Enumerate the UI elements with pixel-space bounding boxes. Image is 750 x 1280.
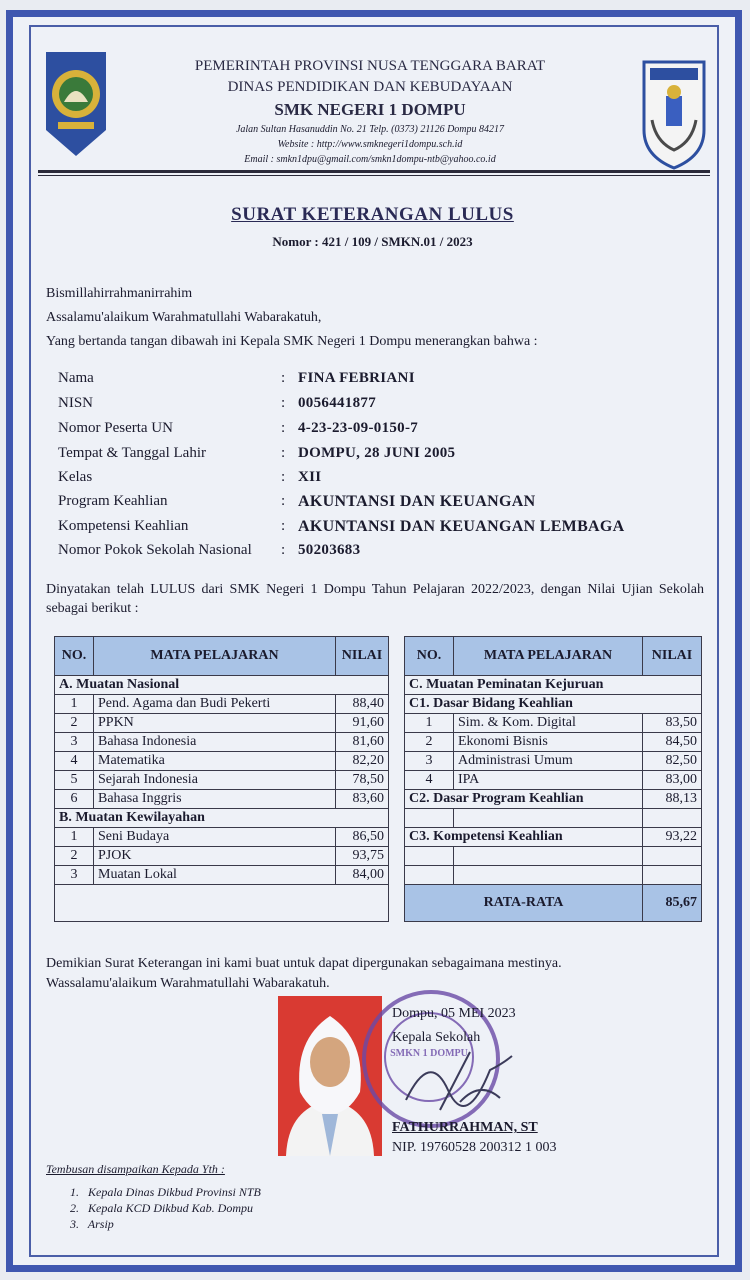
- row-score: 83,00: [643, 771, 702, 790]
- row-subject: Sejarah Indonesia: [94, 771, 336, 790]
- section-a-heading: A. Muatan Nasional: [55, 676, 389, 695]
- row-no: 2: [55, 714, 94, 733]
- row-no: 4: [55, 752, 94, 771]
- identity-label: Nomor Peserta UN: [58, 420, 173, 436]
- row-no: 3: [55, 866, 94, 885]
- row-subject: PJOK: [94, 847, 336, 866]
- table-row: [55, 828, 389, 847]
- opening-salam: Assalamu'alaikum Warahmatullahi Wabarakatuh,: [46, 310, 322, 325]
- col-header-no: NO.: [405, 637, 454, 676]
- identity-value: XII: [298, 469, 322, 485]
- row-subject: Pend. Agama dan Budi Pekerti: [94, 695, 336, 714]
- identity-label: NISN: [58, 395, 94, 411]
- row-subject: Ekonomi Bisnis: [454, 733, 643, 752]
- identity-label: Nama: [58, 370, 94, 386]
- letterhead-rule-thick: [38, 170, 710, 173]
- table-row: [55, 866, 389, 885]
- empty-row: [55, 885, 389, 922]
- closing-statement: Demikian Surat Keterangan ini kami buat untuk dapat dipergunakan sebagaimana mestinya.: [46, 956, 562, 971]
- row-subject: Administrasi Umum: [454, 752, 643, 771]
- row-score: 88,40: [336, 695, 389, 714]
- table-row: [55, 790, 389, 809]
- section-c-heading: C. Muatan Peminatan Kejuruan: [405, 676, 702, 695]
- graduation-statement: Dinyatakan telah LULUS dari SMK Negeri 1 Dompu Tahun Pelajaran 2022/2023, dengan Nilai Ujian Sekolah sebagai berikut :: [46, 582, 704, 616]
- section-b-heading: B. Muatan Kewilayahan: [55, 809, 389, 828]
- grades-table-left: [54, 636, 389, 922]
- row-subject: Bahasa Inggris: [94, 790, 336, 809]
- identity-value: DOMPU, 28 JUNI 2005: [298, 445, 456, 461]
- opening-statement: Yang bertanda tangan dibawah ini Kepala SMK Negeri 1 Dompu menerangkan bahwa :: [46, 334, 538, 349]
- stamp-text: SMKN 1 DOMPU: [390, 1048, 468, 1059]
- identity-value: FINA FEBRIANI: [298, 370, 415, 386]
- handwritten-signature: [400, 1040, 520, 1120]
- closing-salam: Wassalamu'alaikum Warahmatullahi Wabarakatuh.: [46, 976, 330, 991]
- row-score: 84,50: [643, 733, 702, 752]
- school-email: Email : smkn1dpu@gmail.com/smkn1dompu-ntb@yahoo.co.id: [244, 154, 496, 165]
- table-row: [405, 752, 702, 771]
- row-score: 93,75: [336, 847, 389, 866]
- row-score: 82,50: [643, 752, 702, 771]
- section-c3-heading: C3. Kompetensi Keahlian: [405, 828, 643, 847]
- cc-title: Tembusan disampaikan Kepada Yth :: [46, 1162, 225, 1176]
- table-row: [405, 828, 702, 847]
- row-subject: Bahasa Indonesia: [94, 733, 336, 752]
- identity-label: Tempat & Tanggal Lahir: [58, 445, 206, 461]
- row-score: 91,60: [336, 714, 389, 733]
- row-subject: Matematika: [94, 752, 336, 771]
- cc-item: 2. Kepala KCD Dikbud Kab. Dompu: [70, 1201, 253, 1215]
- col-header-subject: MATA PELAJARAN: [94, 637, 336, 676]
- row-no: 6: [55, 790, 94, 809]
- col-header-score: NILAI: [643, 637, 702, 676]
- average-label: RATA-RATA: [405, 885, 643, 922]
- row-subject: Sim. & Kom. Digital: [454, 714, 643, 733]
- row-no: 2: [405, 733, 454, 752]
- identity-label: Program Keahlian: [58, 493, 168, 509]
- row-score: 83,50: [643, 714, 702, 733]
- table-row: [55, 733, 389, 752]
- opening-basmalah: Bismillahirrahmanirrahim: [46, 286, 193, 301]
- table-row: [55, 695, 389, 714]
- signatory-nip: NIP. 19760528 200312 1 003: [392, 1140, 557, 1155]
- row-score: 82,20: [336, 752, 389, 771]
- row-subject: IPA: [454, 771, 643, 790]
- identity-value: 50203683: [298, 542, 361, 558]
- row-subject: PPKN: [94, 714, 336, 733]
- identity-value: 0056441877: [298, 395, 376, 411]
- cc-item: 3. Arsip: [70, 1217, 114, 1231]
- row-no: 3: [405, 752, 454, 771]
- row-score: 83,60: [336, 790, 389, 809]
- school-name: SMK NEGERI 1 DOMPU: [274, 100, 466, 119]
- col-header-score: NILAI: [336, 637, 389, 676]
- row-no: 2: [55, 847, 94, 866]
- document-number: Nomor : 421 / 109 / SMKN.01 / 2023: [272, 234, 473, 249]
- table-row: [405, 714, 702, 733]
- identity-value: 4-23-23-09-0150-7: [298, 420, 419, 436]
- col-header-no: NO.: [55, 637, 94, 676]
- letterhead-line-2: DINAS PENDIDIKAN DAN KEBUDAYAAN: [227, 79, 513, 95]
- signature-place-date: Dompu, 05 MEI 2023: [392, 1006, 516, 1021]
- letterhead-rule-thin: [38, 175, 710, 176]
- table-row: [405, 771, 702, 790]
- row-score: 81,60: [336, 733, 389, 752]
- average-score: 85,67: [643, 885, 702, 922]
- row-no: 1: [55, 695, 94, 714]
- signatory-name: FATHURRAHMAN, ST: [392, 1120, 538, 1135]
- table-row: [405, 790, 702, 809]
- letterhead-line-1: PEMERINTAH PROVINSI NUSA TENGGARA BARAT: [194, 58, 546, 74]
- identity-label: Kelas: [58, 469, 93, 485]
- row-score: 86,50: [336, 828, 389, 847]
- table-row: [405, 733, 702, 752]
- school-website: Website : http://www.smknegeri1dompu.sch.id: [277, 139, 463, 150]
- grades-table-right: [404, 636, 702, 922]
- row-subject: Seni Budaya: [94, 828, 336, 847]
- section-c3-score: 93,22: [643, 828, 702, 847]
- section-c1-heading: C1. Dasar Bidang Keahlian: [405, 695, 702, 714]
- row-score: 78,50: [336, 771, 389, 790]
- row-score: 84,00: [336, 866, 389, 885]
- row-no: 4: [405, 771, 454, 790]
- row-no: 1: [55, 828, 94, 847]
- section-c2-heading: C2. Dasar Program Keahlian: [405, 790, 643, 809]
- row-no: 5: [55, 771, 94, 790]
- signature-position: Kepala Sekolah: [392, 1030, 481, 1045]
- average-row: [405, 885, 702, 922]
- identity-value: AKUNTANSI DAN KEUANGAN LEMBAGA: [298, 518, 625, 535]
- section-c2-score: 88,13: [643, 790, 702, 809]
- cc-item: 1. Kepala Dinas Dikbud Provinsi NTB: [70, 1185, 261, 1199]
- document-title: SURAT KETERANGAN LULUS: [231, 204, 514, 225]
- identity-label: Kompetensi Keahlian: [58, 518, 189, 534]
- table-row: [55, 714, 389, 733]
- row-no: 1: [405, 714, 454, 733]
- table-row: [55, 847, 389, 866]
- table-row: [55, 771, 389, 790]
- school-address: Jalan Sultan Hasanuddin No. 21 Telp. (0373) 21126 Dompu 84217: [235, 124, 505, 135]
- table-row: [55, 752, 389, 771]
- school-emblem-logo: [642, 60, 706, 170]
- identity-label: Nomor Pokok Sekolah Nasional: [58, 542, 252, 558]
- identity-value: AKUNTANSI DAN KEUANGAN: [298, 493, 536, 510]
- province-emblem-logo: [44, 50, 108, 158]
- row-no: 3: [55, 733, 94, 752]
- col-header-subject: MATA PELAJARAN: [454, 637, 643, 676]
- row-subject: Muatan Lokal: [94, 866, 336, 885]
